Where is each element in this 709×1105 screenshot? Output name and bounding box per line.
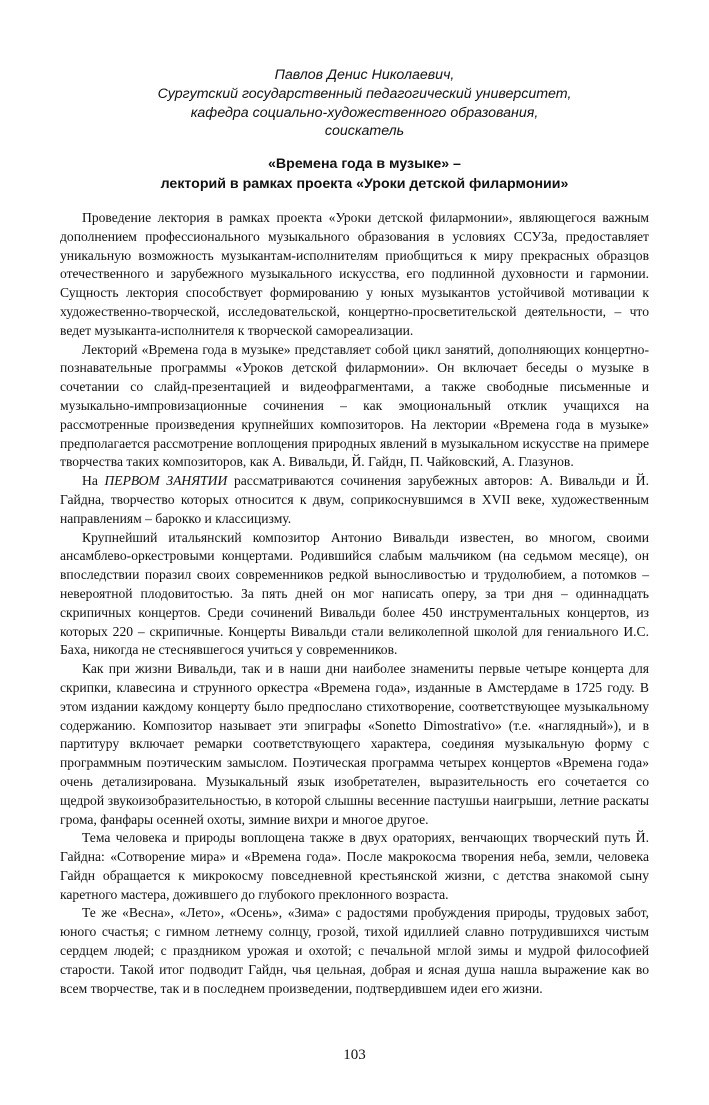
university-name: Сургутский государственный педагогический университет,: [157, 85, 572, 102]
paragraph-3: [60, 472, 649, 528]
paragraph-5: Как при жизни Вивальди, так и в наши дни наиболее знамениты первые четыре концерта для скрипки, клавесина и струнного оркестра «Времена года», изданные в Амстердаме в 1725 году. В этом издании каждому концерту было предпослано стихотворение, соответствующее музыкальному содержанию. Композитор называет эти эпиграфы «Sonetto Dimostrativo» (т.е. «наглядный»), и в партитуру включает ремарки соответствующего характера, соединяя музыкальную форму с программным поэтическим замыслом. Поэтическая программа четырех концертов «Времена года» очень детализирована. Музыкальный язык изобретателен, выразительность его сочетается со щедрой звукоизобразительностью, в которой слышны весенние пастушьи наигрыши, летние раскаты грома, фанфары осенней охоты, зимние вихри и многое другое.: [60, 661, 649, 827]
author-position: соискатель: [324, 123, 405, 140]
paragraph-3-rest: рассматриваются сочинения зарубежных авторов: А. Вивальди и Й. Гайдна, творчество которых относится к двум, соприкоснувшимся в XVII веке, художественным направлениям – барокко и классицизму.: [60, 473, 650, 526]
title-line-2: лекторий в рамках проекта «Уроки детской филармонии»: [160, 175, 569, 192]
paragraph-3-emphasis: ПЕРВОМ ЗАНЯТИИ: [104, 473, 228, 489]
department-name: кафедра социально-художественного образования,: [190, 104, 539, 121]
title-line-1: «Времена года в музыке» –: [268, 156, 461, 172]
paragraph-1: Проведение лектория в рамках проекта «Уроки детской филармонии», являющегося важным дополнением профессионального музыкального образования в условиях ССУЗа, предоставляет уникальную возможность музыкантам-исполнителям приобщиться к миру прекрасных образцов отечественного и зарубежного музыкального искусства, его подлинной духовности и гармонии. Сущность лектория способствует формированию у юных музыкантов устойчивой мотивации к художественно-творческой, исследовательской, концертно-просветительской деятельности, – что ведет музыканта-исполнителя к творческой самореализации.: [60, 210, 649, 338]
article-title: [60, 155, 669, 194]
author-name: Павлов Денис Николаевич,: [274, 67, 455, 83]
article-body: [60, 209, 649, 998]
paragraph-6: Тема человека и природы воплощена также в двух ораториях, венчающих творческий путь Й. Гайдна: «Сотворение мира» и «Времена года». После макрокосма творения неба, земли, человека Гайдн обращается к микрокосму повседневной крестьянской жизни, с детства знакомой сыну каретного мастера, дожившего до глубокого преклонного возраста.: [60, 830, 649, 902]
paragraph-4: Крупнейший итальянский композитор Антонио Вивальди известен, во многом, своими ансамблево-оркестровыми концертами. Родившийся слабым мальчиком (на седьмом месяце), он впоследствии поразил своих современников редкой выносливостью и трудолюбием, а потомков – невероятной плодовитостью. За пять дней он мог написать оперу, за три дня – одиннадцать скрипичных концертов. Среди сочинений Вивальди более 450 инструментальных концертов, из которых 220 – скрипичные. Концерты Вивальди стали великолепной школой для гениального И.С. Баха, никогда не стеснявшегося учиться у современников.: [60, 529, 649, 658]
paragraph-3-start: На: [82, 473, 105, 489]
page-number: 103: [343, 1047, 366, 1063]
paragraph-7: Те же «Весна», «Лето», «Осень», «Зима» с радостями пробуждения природы, трудовых забот, юного счастья; с гимном летнему солнцу, грозой, тихой идиллией славно потрудившихся чистым сердцем людей; с праздником урожая и охотой; с печальной мглой зимы и мудрой философией старости. Такой итог подводит Гайдн, чья цельная, добрая и ясная душа нашла выражение как во всем творчестве, так и в последнем произведении, подтвердившем идеи его жизни.: [60, 905, 649, 996]
author-affiliation: [60, 66, 669, 141]
paragraph-2: Лекторий «Времена года в музыке» представляет собой цикл занятий, дополняющих концертно-познавательные программы «Уроков детской филармонии». Он включает беседы о музыке в сочетании со слайд-презентацией и видеофрагментами, а также свободные письменные и музыкально-импровизационные сочинения – как эмоциональный отклик учащихся на рассмотренные произведения крупнейших композиторов. На лектории «Времена года в музыке» предполагается рассмотрение воплощения природных явлений в музыкальном искусстве на примере творчества таких композиторов, как А. Вивальди, Й. Гайдн, П. Чайковский, А. Глазунов.: [60, 341, 649, 470]
